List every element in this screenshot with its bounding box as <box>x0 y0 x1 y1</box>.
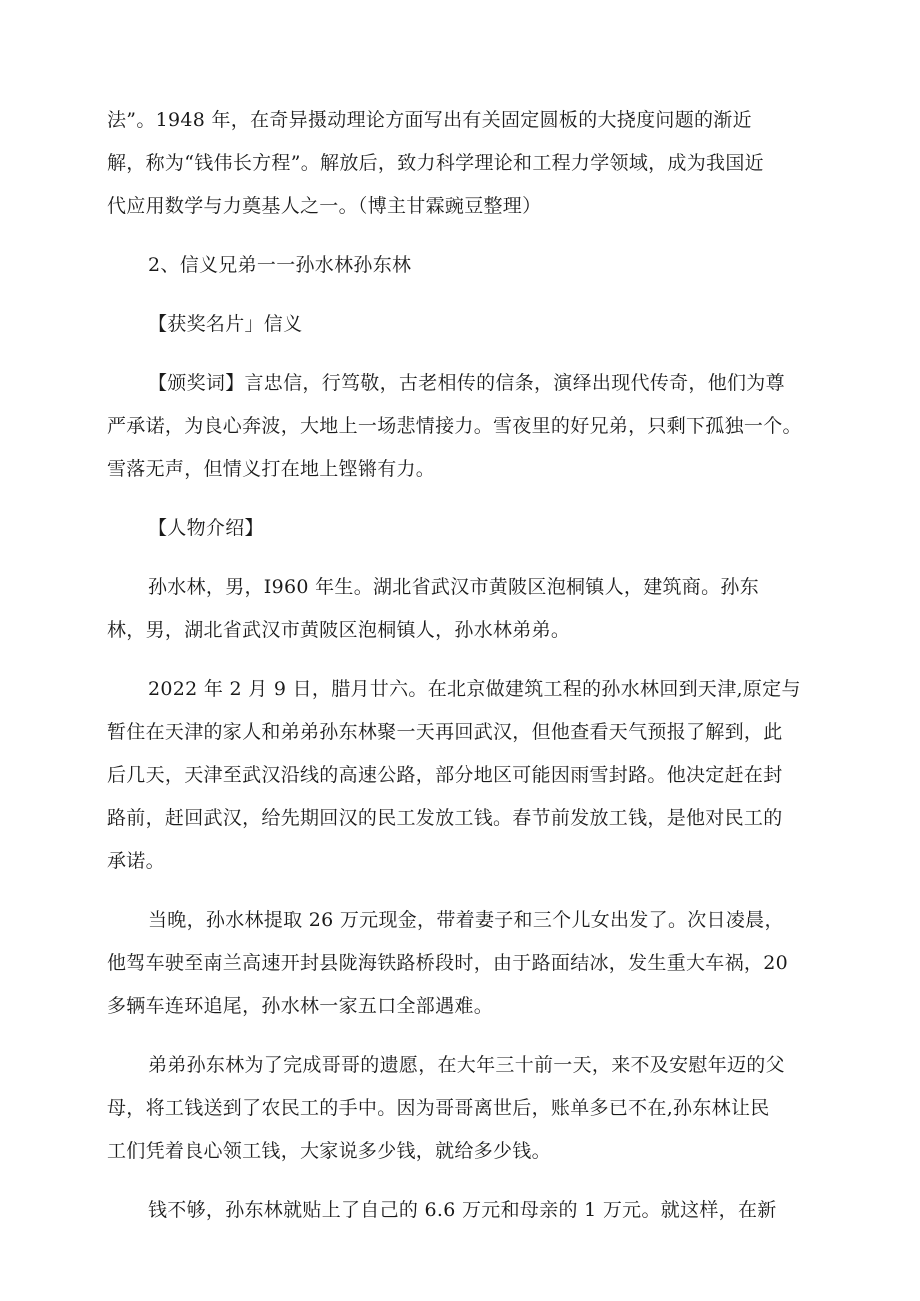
text-line: 暂住在天津的家人和弟弟孙东林聚一天再回武汉，但他查看天气预报了解到，此 <box>107 721 783 743</box>
text-line: 钱不够，孙东林就贴上了自己的 6.6 万元和母亲的 1 万元。就这样，在新 <box>148 1199 777 1221</box>
text-line: 工们凭着良心领工钱，大家说多少钱，就给多少钱。 <box>107 1140 551 1162</box>
text-line: 2022 年 2 月 9 日，腊月廿六。在北京做建筑工程的孙水林回到天津,原定与 <box>148 678 801 700</box>
text-line: 林，男，湖北省武汉市黄陂区泡桐镇人，孙水林弟弟。 <box>107 619 571 641</box>
section-heading: 2、信义兄弟一一孙水林孙东林 <box>148 254 412 276</box>
text-line: 路前，赶回武汉，给先期回汉的民工发放工钱。春节前发放工钱，是他对民工的 <box>107 807 783 829</box>
text-line: 他驾车驶至南兰高速开封县陇海铁路桥段时，由于路面结冰，发生重大车祸，20 <box>107 952 788 974</box>
text-line: 承诺。 <box>107 850 165 872</box>
text-line: 严承诺，为良心奔波，大地上一场悲情接力。雪夜里的好兄弟，只剩下孤独一个。 <box>107 415 802 437</box>
text-line: 解，称为“钱伟长方程”。解放后，致力科学理论和工程力学领域，成为我国近 <box>107 152 764 174</box>
award-title: 【获奖名片」信义 <box>148 313 303 335</box>
text-line: 代应用数学与力奠基人之一。（博主甘霖豌豆整理） <box>107 195 542 217</box>
text-line: 后几天，天津至武汉沿线的高速公路，部分地区可能因雨雪封路。他决定赶在封 <box>107 764 783 786</box>
text-line: 孙水林，男，I960 年生。湖北省武汉市黄陂区泡桐镇人，建筑商。孙东 <box>148 576 760 598</box>
text-line: 【颁奖词】言忠信，行笃敬，古老相传的信条，演绎出现代传奇，他们为尊 <box>148 372 785 394</box>
subsection-heading: 【人物介绍】 <box>148 517 264 539</box>
text-line: 多辆车连环追尾，孙水林一家五口全部遇难。 <box>107 995 494 1017</box>
text-line: 雪落无声，但情义打在地上铿锵有力。 <box>107 458 436 480</box>
text-line: 母，将工钱送到了农民工的手中。因为哥哥离世后，账单多已不在,孙东林让民 <box>107 1097 770 1119</box>
text-line: 当晚，孙水林提取 26 万元现金，带着妻子和三个儿女出发了。次日凌晨， <box>148 909 784 931</box>
text-line: 弟弟孙东林为了完成哥哥的遗愿，在大年三十前一天，来不及安慰年迈的父 <box>148 1054 785 1076</box>
text-line: 法”。1948 年，在奇异摄动理论方面写出有关固定圆板的大挠度问题的渐近 <box>107 109 752 131</box>
